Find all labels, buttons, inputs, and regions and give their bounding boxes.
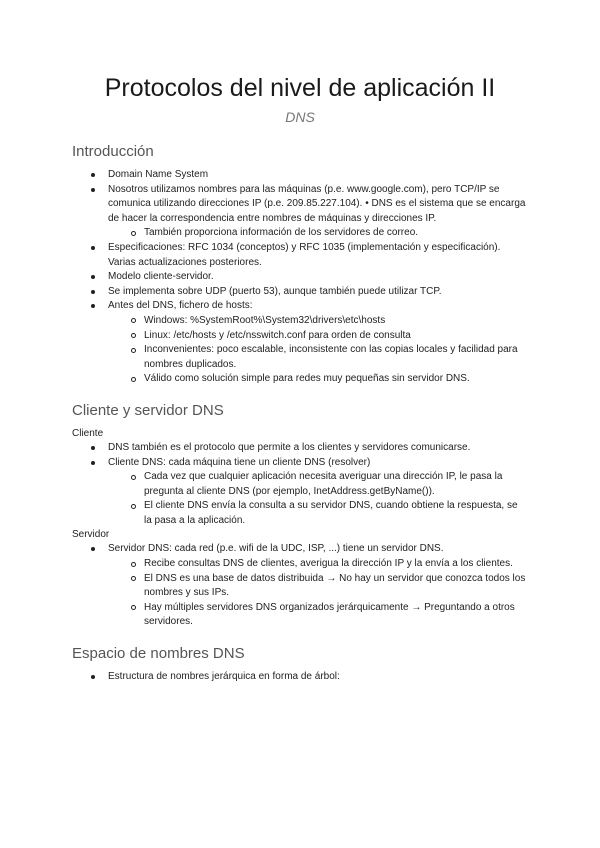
sub-list-item: Windows: %SystemRoot%\System32\drivers\etc\hosts bbox=[108, 314, 528, 329]
sub-list-item: Válido como solución simple para redes muy pequeñas sin servidor DNS. bbox=[108, 372, 528, 387]
document-subtitle: DNS bbox=[285, 109, 315, 125]
sub-list-item: Linux: /etc/hosts y /etc/nsswitch.conf para orden de consulta bbox=[108, 329, 528, 344]
section-heading-cliente-servidor: Cliente y servidor DNS bbox=[72, 401, 224, 419]
bullet-list bbox=[72, 441, 528, 529]
subsection-label-cliente: Cliente bbox=[72, 427, 104, 439]
section-introduccion bbox=[72, 142, 528, 387]
subsection-label-servidor: Servidor bbox=[72, 529, 110, 541]
bullet-list bbox=[72, 542, 528, 630]
section-heading-introduccion: Introducción bbox=[72, 143, 154, 160]
sub-bullet-list bbox=[108, 226, 528, 241]
sub-list-item: Recibe consultas DNS de clientes, averigua la dirección IP y la envía a los clientes. bbox=[108, 557, 528, 572]
list-item bbox=[72, 299, 528, 387]
section-espacio-nombres bbox=[72, 644, 528, 685]
list-item-text: Nosotros utilizamos nombres para las máquinas (p.e. www.google.com), pero TCP/IP se comunica utilizando direcciones IP (p.e. 209.85.227.104). • DNS es el sistema que se encarga de hacer la correspondencia entre nombres de máquinas y direcciones IP. bbox=[108, 183, 526, 224]
sub-bullet-list bbox=[108, 557, 528, 630]
section-heading-espacio-nombres: Espacio de nombres DNS bbox=[72, 645, 245, 663]
sub-list-item: Cada vez que cualquier aplicación necesita averiguar una dirección IP, le pasa la pregunta al cliente DNS (por ejemplo, InetAddress.getByName()). bbox=[108, 470, 528, 499]
sub-list-item: El DNS es una base de datos distribuida → No hay un servidor que conozca todos los nombres y sus IPs. bbox=[108, 572, 528, 601]
list-item-text: Servidor DNS: cada red (p.e. wifi de la UDC, ISP, ...) tiene un servidor DNS. bbox=[108, 543, 444, 555]
sub-bullet-list bbox=[108, 470, 528, 528]
list-item: Estructura de nombres jerárquica en forma de árbol: bbox=[72, 670, 528, 685]
list-item bbox=[72, 183, 528, 241]
list-item bbox=[72, 542, 528, 630]
list-item-text: Antes del DNS, fichero de hosts: bbox=[108, 300, 253, 312]
list-item: Se implementa sobre UDP (puerto 53), aunque también puede utilizar TCP. bbox=[72, 285, 528, 300]
section-cliente-servidor bbox=[72, 401, 528, 630]
list-item: Especificaciones: RFC 1034 (conceptos) y RFC 1035 (implementación y especificación). Varias actualizaciones posteriores. bbox=[72, 241, 528, 270]
list-item bbox=[72, 456, 528, 529]
sub-list-item: El cliente DNS envía la consulta a su servidor DNS, cuando obtiene la respuesta, se la pasa a la aplicación. bbox=[108, 499, 528, 528]
bullet-list bbox=[72, 168, 528, 387]
list-item-text: Cliente DNS: cada máquina tiene un cliente DNS (resolver) bbox=[108, 456, 371, 468]
sub-bullet-list bbox=[108, 314, 528, 387]
list-item: Modelo cliente-servidor. bbox=[72, 270, 528, 285]
sub-list-item: Inconvenientes: poco escalable, inconsistente con las copias locales y facilidad para nombres duplicados. bbox=[108, 343, 528, 372]
list-item: Domain Name System bbox=[72, 168, 528, 183]
sub-list-item: También proporciona información de los servidores de correo. bbox=[108, 226, 528, 241]
bullet-list bbox=[72, 670, 528, 685]
sub-list-item: Hay múltiples servidores DNS organizados jerárquicamente → Preguntando a otros servidores. bbox=[108, 601, 528, 630]
document-title: Protocolos del nivel de aplicación II bbox=[104, 74, 496, 102]
list-item: DNS también es el protocolo que permite a los clientes y servidores comunicarse. bbox=[72, 441, 528, 456]
